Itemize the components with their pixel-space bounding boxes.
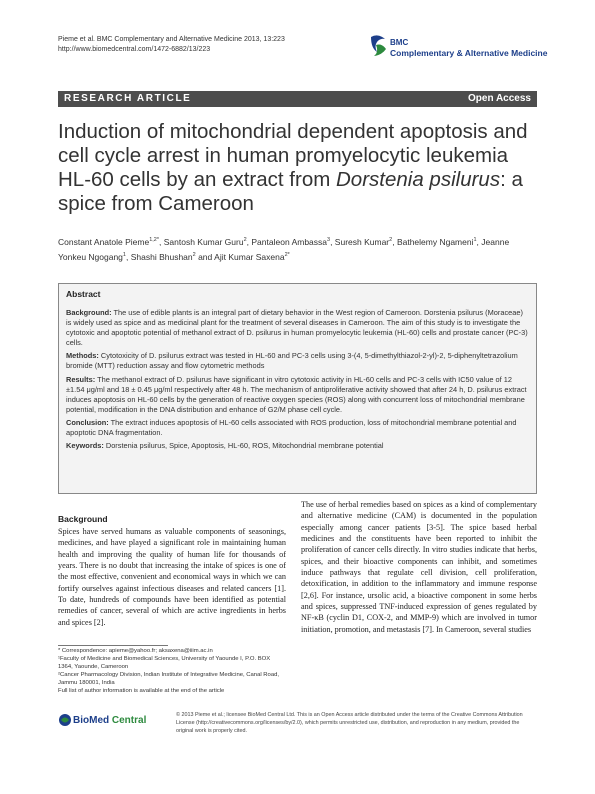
body-column-left	[58, 514, 286, 628]
logo-journal-text: Complementary & Alternative Medicine	[390, 48, 548, 58]
author-list: Constant Anatole Pieme$^{1,2*}$, Santosh Kumar Guru$^2$, Pantaleon Ambassa$^3$, Suresh Kumar$^2$, Bathelemy Ngameni$^1$, Jeanne Yonkeu Ngogang$^1$, Shashi Bhushan$^2$ and Ajit Kumar Saxena$^{2*}$	[58, 236, 510, 262]
author-name: Santosh Kumar Guru	[163, 236, 244, 247]
article-title	[58, 120, 538, 216]
footnotes	[58, 648, 286, 695]
abstract-label: Background:	[66, 308, 112, 317]
author-affiliation: 2	[243, 237, 247, 243]
abstract-body	[66, 308, 529, 454]
author-name: Shashi Bhushan	[130, 251, 193, 262]
logo-bmc-text: BMC	[390, 38, 409, 47]
title-part: Induction of mitochondrial dependent apoptosis and cell cycle arrest in human promyelocytic leukemia HL-60 cells by an extract from	[58, 120, 528, 191]
author-info-note: Full list of author information is available at the end of the article	[58, 687, 225, 694]
citation-line: Pieme et al. BMC Complementary and Alternative Medicine 2013, 13:223	[58, 36, 285, 43]
body-paragraph: The use of herbal remedies based on spices as a kind of complementary and alternative medicine (CAM) is documented in the population especially among cancer patients [3-5]. The spice based herbal medicines and the constituents have been reported to inhibit the proliferation of cancer cells directly. In vitro studies indicate that herbs, spices, and their bioactive components can inhibit, and sometimes induce pathways that regulate cell division, cell proliferation, detoxification, in addition to the inflammatory and immune response [2,6]. For instance, ursolic acid, a bioactive component in some herbs and spices, suppressed TNF-induced expression of genes regulated by NF-κB (cyclin D1, COX-2, and MMP-9) which are involved in tumor initiation, promotion, and metastasis [7]. In Cameroon, several studies	[301, 500, 537, 634]
affiliation-note: ²Cancer Pharmacology Division, Indian Institute of Integrative Medicine, Canal Road, Jammu 180001, India	[58, 671, 280, 686]
abstract-text: Cytotoxicity of D. psilurus extract was tested in HL-60 and PC-3 cells using 3-(4, 5-dimethylthiazol-2-yl)-2, 5-diphenyltetrazolium bromide (MTT) reduction assay and flow cytometric methods	[66, 351, 518, 371]
abstract-label: Conclusion:	[66, 417, 109, 427]
author-affiliation: 2*	[284, 251, 290, 258]
author-affiliation: 1	[122, 251, 126, 258]
abstract-text: The extract induces apoptosis of HL-60 cells associated with ROS production, loss of mitochondrial membrane potential and apoptotic DNA fragmentation.	[66, 417, 517, 438]
body-paragraph: Spices have served humans as valuable components of seasonings, medicines, and have played a significant role in maintaining human health and improving the quality of human life for thousands of years. There is no doubt that increasing the intake of spices is one of the most effective, convenient and economical ways in which we can fortify ourselves against infectious diseases and related cancers [1]. To date, hundreds of compounds have been identified as potential remedies of cancer, several of which are active ingredients in herbs and spices [2].	[58, 527, 286, 627]
author-affiliation: 2	[389, 237, 393, 243]
author-name: Ajit Kumar Saxena	[214, 251, 285, 262]
author-affiliation: 3	[327, 237, 331, 243]
abstract-text: The use of edible plants is an integral part of dietary behavior in the West region of Cameroon. Dorstenia psilurus (Moraceae) is widely used as spice and as medicinal plant for the treatment of several diseases in Cameroon. The aim of this study is to investigate the cytotoxic and apoptotic potential of methanol extract of D. psilurus in human promyelocytic leukemia (HL-60) cells and prostate cancer (PC-3) cells.	[66, 308, 528, 348]
author-name: Pantaleon Ambassa	[251, 236, 327, 247]
abstract-label: Methods:	[66, 351, 99, 361]
abstract-heading: Abstract	[66, 289, 101, 299]
author-affiliation: 1,2*	[149, 237, 159, 243]
author-affiliation: 2	[192, 251, 196, 258]
open-access-label: Open Access	[468, 93, 531, 104]
bmc-logo-icon	[368, 33, 388, 59]
biomed-central-logo	[58, 713, 168, 729]
author-name: Suresh Kumar	[334, 236, 390, 247]
abstract-keywords	[66, 441, 529, 451]
citation-header	[58, 35, 285, 54]
abstract-label: Results:	[66, 374, 96, 384]
logo-word: Central	[109, 715, 147, 726]
abstract-label: Keywords:	[66, 441, 104, 451]
author-name: Constant Anatole Pieme	[58, 236, 150, 247]
author-name: Bathelemy Ngameni	[396, 236, 474, 247]
footnote-divider	[58, 645, 168, 646]
journal-logo	[368, 33, 548, 65]
abstract-box	[58, 283, 537, 494]
correspondence-note: * Correspondence: apieme@yahoo.fr; aksaxena@iiim.ac.in	[58, 648, 213, 654]
abstract-background	[66, 308, 529, 348]
affiliation-note: ¹Faculty of Medicine and Biomedical Sciences, University of Yaounde I, P.O. BOX 1364, Yaounde, Cameroon	[58, 655, 271, 670]
abstract-text: The methanol extract of D. psilurus have significant in vitro cytotoxic activity in HL-60 cells and PC-3 cells with IC50 value of 12 ±1.54 μg/ml and 18 ± 0.45 μg/ml respectively after 48 h. The mechanism of antiproliferative activity showed that after 24 h, D. psilurus extract induces apoptosis on HL-60 cells by the generation of reactive oxygen species (ROS) along with concurrent loss of mitochondrial membrane potential, modification in the DNA distribution and enhance of G2/M phase cell cycle.	[66, 374, 527, 414]
article-type-label: RESEARCH ARTICLE	[64, 93, 192, 104]
abstract-results	[66, 375, 529, 415]
abstract-text: Dorstenia psilurus, Spice, Apoptosis, HL-60, ROS, Mitochondrial membrane potential	[105, 441, 384, 451]
author-name: Jeanne Yonkeu Ngogang	[58, 236, 510, 262]
author-affiliation: 1	[473, 237, 477, 243]
abstract-conclusion	[66, 418, 529, 438]
title-species: Dorstenia psilurus	[336, 168, 501, 191]
authors-joiner: and	[198, 251, 213, 262]
article-url[interactable]: http://www.biomedcentral.com/1472-6882/13/223	[58, 45, 211, 53]
body-column-right	[301, 499, 537, 635]
license-statement: © 2013 Pieme et al.; licensee BioMed Central Ltd. This is an Open Access article distributed under the terms of the Creative Commons Attribution License (http://creativecommons.org/licenses/by/2.0), which permits unrestricted use, distribution, and reproduction in any medium, provided the original work is properly cited.	[176, 712, 523, 734]
section-heading: Background	[58, 514, 108, 524]
logo-text	[73, 715, 146, 726]
article-type-banner	[58, 91, 537, 107]
biomed-central-icon	[58, 713, 72, 727]
logo-word: BioMed	[73, 715, 110, 726]
title-part: : a spice from Cameroon	[58, 168, 523, 215]
abstract-methods	[66, 351, 529, 371]
